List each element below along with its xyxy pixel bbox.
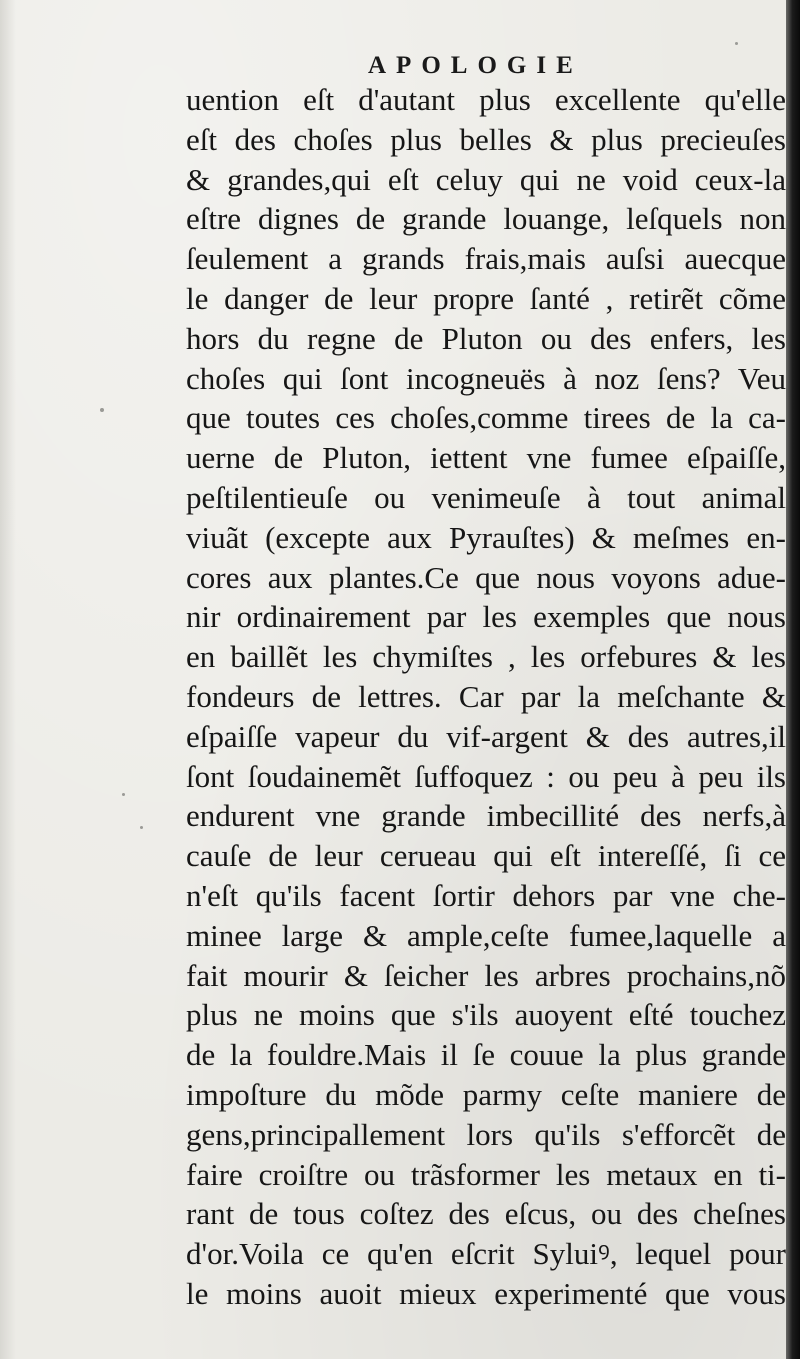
text-line: nir ordinairement par les exemples que nous xyxy=(186,599,786,635)
text-line: eſt des choſes plus belles & plus precieuſes xyxy=(186,121,786,157)
text-line: fondeurs de lettres. Car par la meſchante & xyxy=(186,678,786,714)
text-line: uerne de Pluton, iettent vne fumee eſpaiſſe, xyxy=(186,440,786,476)
text-line: hors du regne de Pluton ou des enfers, les xyxy=(186,320,786,356)
text-line: impoſture du mõde parmy ceſte maniere de xyxy=(186,1076,786,1112)
text-line: uention eſt d'autant plus excellente qu'elle xyxy=(186,82,786,117)
text-line: plus ne moins que s'ils auoyent eſté touchez xyxy=(186,997,786,1033)
text-line: ſont ſoudainemẽt ſuffoquez : ou peu à peu ils xyxy=(186,758,786,794)
text-line: peſtilentieuſe ou venimeuſe à tout animal xyxy=(186,479,786,515)
text-line: faire croiſtre ou trãsformer les metaux en ti- xyxy=(186,1156,786,1192)
text-line: minee large & ample,ceſte fumee,laquelle a xyxy=(186,917,786,953)
text-line: gens,principallement lors qu'ils s'efforcẽt de xyxy=(186,1116,786,1152)
text-line: cores aux plantes.Ce que nous voyons adue- xyxy=(186,559,786,595)
text-line: rant de tous coſtez des eſcus, ou des cheſnes xyxy=(186,1196,786,1232)
text-line: de la fouldre.Mais il ſe couue la plus grande xyxy=(186,1037,786,1073)
text-line: choſes qui ſont incogneuës à noz ſens? Veu xyxy=(186,360,786,396)
text-line: que toutes ces choſes,comme tirees de la ca- xyxy=(186,400,786,436)
paper-speck xyxy=(100,408,104,412)
text-line: eſpaiſſe vapeur du vif-argent & des autres,il xyxy=(186,718,786,754)
body-text xyxy=(186,80,786,1314)
running-head: APOLOGIE xyxy=(368,52,583,79)
paper-speck xyxy=(735,42,738,45)
page-gutter-shadow xyxy=(0,0,16,1359)
text-line: fait mourir & ſeicher les arbres prochains,nõ xyxy=(186,957,786,993)
text-line: cauſe de leur cerueau qui eſt intereſſé, ſi ce xyxy=(186,838,786,874)
text-line: le danger de leur propre ſanté , retirẽt cõme xyxy=(186,280,786,316)
text-line: ſeulement a grands frais,mais auſsi auecque xyxy=(186,241,786,277)
text-line: endurent vne grande imbecillité des nerfs,à xyxy=(186,798,786,834)
paper-speck xyxy=(122,793,125,796)
text-line: d'or.Voila ce qu'en eſcrit Syluiꝰ, lequel pour xyxy=(186,1236,786,1272)
page-edge-shadow xyxy=(786,0,800,1359)
text-line: viuãt (excepte aux Pyrauſtes) & meſmes en- xyxy=(186,519,786,555)
text-line: n'eſt qu'ils facent ſortir dehors par vne che- xyxy=(186,877,786,913)
paper-speck xyxy=(140,826,143,829)
text-line: le moins auoit mieux experimenté que vous xyxy=(186,1275,786,1311)
text-line: en baillẽt les chymiſtes , les orfebures & les xyxy=(186,639,786,675)
text-line: & grandes,qui eſt celuy qui ne void ceux-la xyxy=(186,161,786,197)
text-line: eſtre dignes de grande louange, leſquels non xyxy=(186,201,786,237)
